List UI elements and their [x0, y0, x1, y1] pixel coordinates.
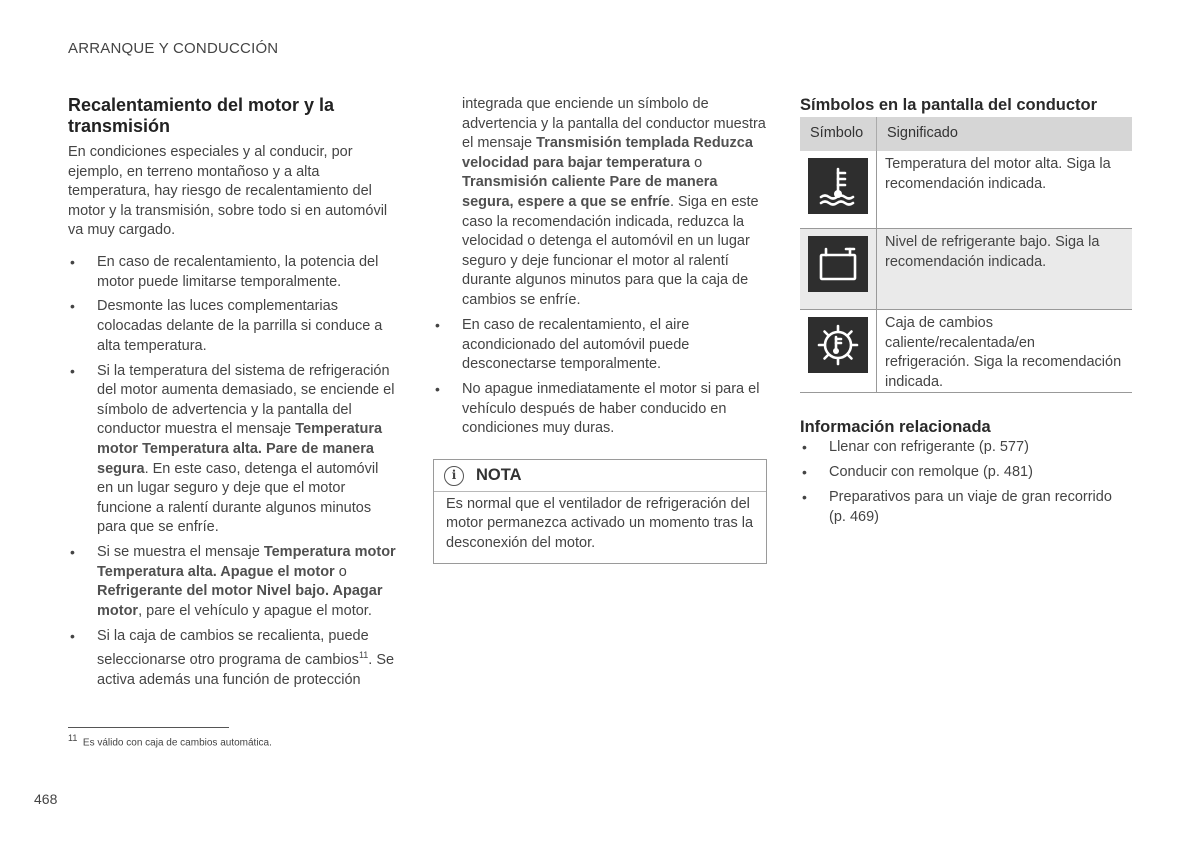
bullet-list	[433, 316, 767, 439]
footnote	[68, 733, 272, 748]
page-number: 468	[34, 791, 58, 807]
symbol-cell	[800, 229, 877, 310]
table-row	[800, 151, 1132, 229]
display-message: Transmisión caliente Pare de manera segura, espere a que se enfríe	[462, 174, 718, 210]
engine-temperature-icon	[808, 158, 868, 214]
related-link-text[interactable]: Llenar con refrigerante (p. 577)	[829, 439, 1029, 456]
list-item	[68, 253, 398, 292]
list-item	[68, 543, 398, 621]
note-box	[433, 459, 767, 564]
related-link[interactable]	[800, 438, 1132, 458]
display-message: Temperatura motor Temperatura alta. Pare de manera segura	[97, 421, 383, 477]
list-item-text: Si la temperatura del sistema de refrigeración del motor aumenta demasiado, se enciende el símbolo de advertencia y la pantalla del conductor muestra el mensaje	[97, 362, 395, 438]
symbol-cell	[800, 310, 877, 393]
symbol-cell	[800, 151, 877, 229]
meaning-cell: Temperatura del motor alta. Siga la recomendación indicada.	[877, 151, 1133, 229]
intro-paragraph: En condiciones especiales y al conducir, por ejemplo, en terreno montañoso y a alta temperatura, hay riesgo de recalentamiento del motor y la transmisión, sobre todo si en automóvil va muy cargado.	[68, 144, 388, 239]
column-left	[68, 95, 398, 696]
info-icon: i	[444, 466, 464, 486]
related-link-text[interactable]: Conducir con remolque (p. 481)	[829, 464, 1033, 481]
related-link[interactable]	[800, 488, 1132, 527]
related-link-text[interactable]: Preparativos para un viaje de gran recorrido (p. 469)	[829, 489, 1112, 525]
footnote-ref: 11	[358, 650, 369, 661]
list-item	[433, 380, 767, 439]
list-item-text: o	[334, 563, 347, 580]
related-title: Información relacionada	[800, 418, 991, 437]
paragraph-text: . Siga en este caso la recomendación indicada, reduzca la velocidad o detenga el automóvil en un lugar seguro y deje funcionar el motor al ralentí durante algunos minutos para que la caja de cambios se enfríe.	[462, 193, 759, 308]
display-message: Transmisión templada Reduzca velocidad para bajar temperatura	[462, 135, 753, 171]
symbols-title: Símbolos en la pantalla del conductor	[800, 96, 1098, 114]
list-item-text: , pare el vehículo y apague el motor.	[138, 602, 372, 619]
list-item-text: No apague inmediatamente el motor si para el vehículo después de haber conducido en condiciones muy duras.	[462, 381, 760, 437]
note-title: NOTA	[476, 465, 522, 484]
symbols-table	[800, 117, 1132, 393]
list-item-text: Si se muestra el mensaje	[97, 544, 264, 561]
list-item	[68, 627, 398, 691]
display-message: Temperatura motor Temperatura alta. Apague el motor	[97, 544, 396, 580]
list-item-text: Si la caja de cambios se recalienta, puede seleccionarse otro programa de cambios	[97, 627, 369, 669]
related-info	[800, 417, 1132, 527]
transmission-temperature-icon	[808, 317, 868, 373]
related-link[interactable]	[800, 463, 1132, 483]
note-header	[434, 460, 766, 492]
related-list	[800, 438, 1132, 527]
section-header: ARRANQUE Y CONDUCCIÓN	[68, 40, 279, 57]
paragraph-text: o	[690, 154, 703, 171]
list-item-text: En caso de recalentamiento, el aire acondicionado del automóvil puede desconectarse temporalmente.	[462, 316, 690, 373]
column-header: Significado	[877, 117, 1133, 151]
list-item	[68, 362, 398, 538]
list-item	[68, 297, 398, 356]
table-header-row	[800, 117, 1132, 151]
list-item-text: En caso de recalentamiento, la potencia del motor puede limitarse temporalmente.	[97, 253, 379, 290]
footnote-divider	[68, 727, 229, 728]
column-header: Símbolo	[800, 117, 877, 151]
continued-paragraph	[433, 95, 767, 311]
column-middle	[433, 95, 767, 564]
meaning-cell: Caja de cambios caliente/recalentada/en refrigeración. Siga la recomendación indicada.	[877, 310, 1133, 393]
list-item-text: . Se activa además una función de protección	[97, 652, 395, 688]
paragraph-text: integrada que enciende un símbolo de advertencia y la pantalla del conductor muestra el mensaje	[462, 96, 766, 152]
section-title: Recalentamiento del motor y la transmisión	[68, 95, 335, 136]
list-item	[433, 316, 767, 375]
display-message: Refrigerante del motor Nivel bajo. Apagar motor	[97, 583, 383, 619]
table-row	[800, 310, 1132, 393]
table-row	[800, 229, 1132, 310]
meaning-cell: Nivel de refrigerante bajo. Siga la recomendación indicada.	[877, 229, 1133, 310]
list-item-text: . En este caso, detenga el automóvil en un lugar seguro y deje que el motor funcione a ralentí durante algunos minutos para que se enfríe.	[97, 460, 379, 536]
note-body: Es normal que el ventilador de refrigeración del motor permanezca activado un momento tras la desconexión del motor.	[446, 495, 754, 551]
column-right	[800, 95, 1132, 533]
list-item-text: Desmonte las luces complementarias colocadas delante de la parrilla si conduce a alta temperatura.	[97, 298, 383, 354]
footnote-text: Es válido con caja de cambios automática.	[82, 737, 272, 749]
coolant-level-icon	[808, 236, 868, 292]
footnote-number: 11	[68, 733, 78, 743]
bullet-list	[68, 253, 398, 690]
